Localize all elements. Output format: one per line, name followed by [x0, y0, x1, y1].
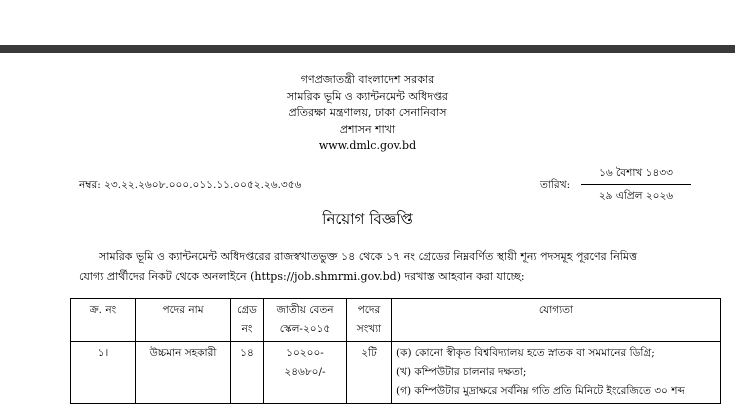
header-grade — [231, 299, 264, 342]
intro-paragraph-line-2: যোগ্য প্রার্থীদের নিকট থেকে অনলাইনে (https://job.shmrmi.gov.bd) দরখাস্ত আহবান করা যাচ্ছে: — [79, 270, 525, 283]
branch-name: প্রশাসন শাখা — [339, 122, 396, 136]
header-post-name: পদের নাম — [136, 299, 231, 342]
government-name: গণপ্রজাতন্ত্রী বাংলাদেশ সরকার — [300, 73, 435, 86]
header-grade-line-1: গ্রেড — [237, 304, 257, 316]
website-link[interactable]: www.dmlc.gov.bd — [318, 139, 417, 152]
header-pay-scale-line-2: স্কেল-২০১৫ — [279, 323, 331, 335]
top-border-bar — [0, 45, 735, 53]
qualification-item: (ক) কোনো স্বীকৃত বিশ্ববিদ্যালয় হতে স্নাতক বা সমমানের ডিগ্রি; — [396, 347, 655, 359]
table-row — [71, 342, 721, 404]
row-serial: ১। — [71, 342, 136, 404]
row-post-count: ২টি — [347, 342, 392, 404]
letterhead — [0, 72, 735, 155]
row-post-name: উচ্চমান সহকারী — [136, 342, 231, 404]
row-qualifications — [392, 342, 721, 404]
header-post-count-line-2: সংখ্যা — [356, 323, 382, 335]
header-pay-scale — [264, 299, 347, 342]
header-pay-scale-line-1: জাতীয় বেতন — [276, 304, 334, 316]
date-label: তারিখ: — [540, 179, 571, 191]
memo-number: নম্বর: ২৩.২২.২৬০৮.০০০.০১১.১১.০০৫২.২৬.৩৫৬ — [79, 179, 302, 191]
row-pay-scale — [264, 342, 347, 404]
ministry-name: প্রতিরক্ষা মন্ত্রণালয়, ঢাকা সেনানিবাস — [288, 106, 447, 119]
table-header-row — [71, 299, 721, 342]
date-bengali-calendar: ১৬ বৈশাখ ১৪৩৩ — [581, 165, 691, 185]
header-grade-line-2: নং — [241, 323, 253, 335]
row-pay-scale-line-2: ২৪৬৮০/- — [284, 366, 326, 378]
qualification-item: (গ) কম্পিউটার মুদ্রাক্ষরে সর্বনিম্ন গতি প্রতি মিনিটে ইংরেজিতে ৩০ শব্দ — [396, 385, 685, 397]
row-pay-scale-line-1: ১০২০০- — [286, 347, 324, 359]
header-post-count — [347, 299, 392, 342]
intro-paragraph-line-1: সামরিক ভূমি ও ক্যান্টনমেন্ট অধিদপ্তরের রাজস্বখাতভুক্ত ১৪ থেকে ১৭ নং গ্রেডের নিম্নবর্ণিত স্থায়ী শূন্য পদসমূহ পূরণের নিমিত্ত — [99, 250, 637, 263]
vacancy-table — [70, 298, 721, 404]
header-serial: ক্র. নং — [71, 299, 136, 342]
row-grade: ১৪ — [231, 342, 264, 404]
date-block — [581, 165, 691, 205]
qualification-item: (খ) কম্পিউটার চালনার দক্ষতা; — [396, 366, 527, 378]
header-post-count-line-1: পদের — [357, 304, 381, 316]
department-name: সামরিক ভূমি ও ক্যান্টনমেন্ট অধিদপ্তর — [286, 89, 449, 103]
notice-title: নিয়োগ বিজ্ঞপ্তি — [322, 210, 413, 228]
header-qualification: যোগ্যতা — [392, 299, 721, 342]
date-gregorian-calendar: ২৯ এপ্রিল ২০২৬ — [598, 190, 674, 202]
